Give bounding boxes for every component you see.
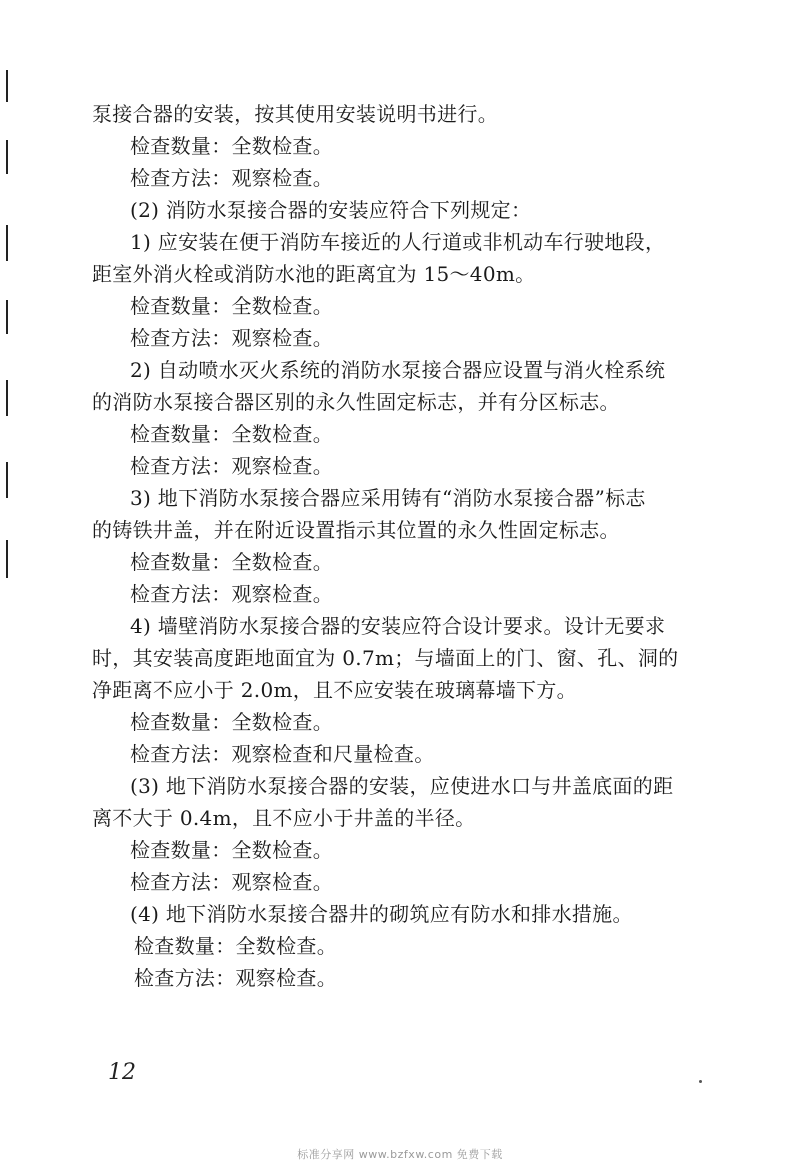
binding-mark [6,140,8,174]
text-line: 1) 应安装在便于消防车接近的人行道或非机动车行驶地段， [130,230,666,254]
binding-mark [6,462,8,498]
text-line: 检查方法：观察检查。 [130,166,333,190]
text-line: 检查数量：全数检查。 [130,294,333,318]
text-line: (4) 地下消防水泵接合器井的砌筑应有防水和排水措施。 [130,902,633,926]
text-line: 检查方法：观察检查和尺量检查。 [130,742,435,766]
body-text [92,98,704,994]
text-line: 2) 自动喷水灭火系统的消防水泵接合器应设置与消火栓系统 [130,358,666,382]
text-line: 检查方法：观察检查。 [130,454,333,478]
text-line: 检查数量：全数检查。 [130,422,333,446]
page-number: 12 [108,1060,136,1085]
text-line: 检查数量：全数检查。 [130,710,333,734]
text-line: 检查方法：观察检查。 [130,870,333,894]
text-line: 距室外消火栓或消防水池的距离宜为 15～40m。 [92,262,536,286]
text-line: (3) 地下消防水泵接合器的安装，应使进水口与井盖底面的距 [130,774,674,798]
text-line: (2) 消防水泵接合器的安装应符合下列规定： [130,198,532,222]
text-line: 检查方法：观察检查。 [130,326,333,350]
text-line: 泵接合器的安装，按其使用安装说明书进行。 [92,102,498,126]
text-line: 时，其安装高度距地面宜为 0.7m；与墙面上的门、窗、孔、洞的 [92,646,679,670]
text-line: 的铸铁井盖，并在附近设置指示其位置的永久性固定标志。 [92,518,620,542]
text-line: 检查方法：观察检查。 [134,966,337,990]
text-line: 检查数量：全数检查。 [134,934,337,958]
watermark: 标准分享网 www.bzfxw.com 免费下载 [297,1148,503,1161]
binding-mark [6,70,8,102]
text-line: 检查数量：全数检查。 [130,134,333,158]
text-line: 离不大于 0.4m，且不应小于井盖的半径。 [92,806,476,830]
binding-mark [6,540,8,578]
text-line: 检查数量：全数检查。 [130,550,333,574]
binding-mark [6,300,8,334]
corner-dot [699,1080,702,1083]
text-line: 检查数量：全数检查。 [130,838,333,862]
text-line: 的消防水泵接合器区别的永久性固定标志，并有分区标志。 [92,390,620,414]
text-line: 3) 地下消防水泵接合器应采用铸有“消防水泵接合器”标志 [130,486,646,510]
text-line: 4) 墙壁消防水泵接合器的安装应符合设计要求。设计无要求 [130,614,666,638]
text-line: 净距离不应小于 2.0m，且不应安装在玻璃幕墙下方。 [92,678,577,702]
binding-mark [6,380,8,416]
binding-mark [6,225,8,261]
text-line: 检查方法：观察检查。 [130,582,333,606]
